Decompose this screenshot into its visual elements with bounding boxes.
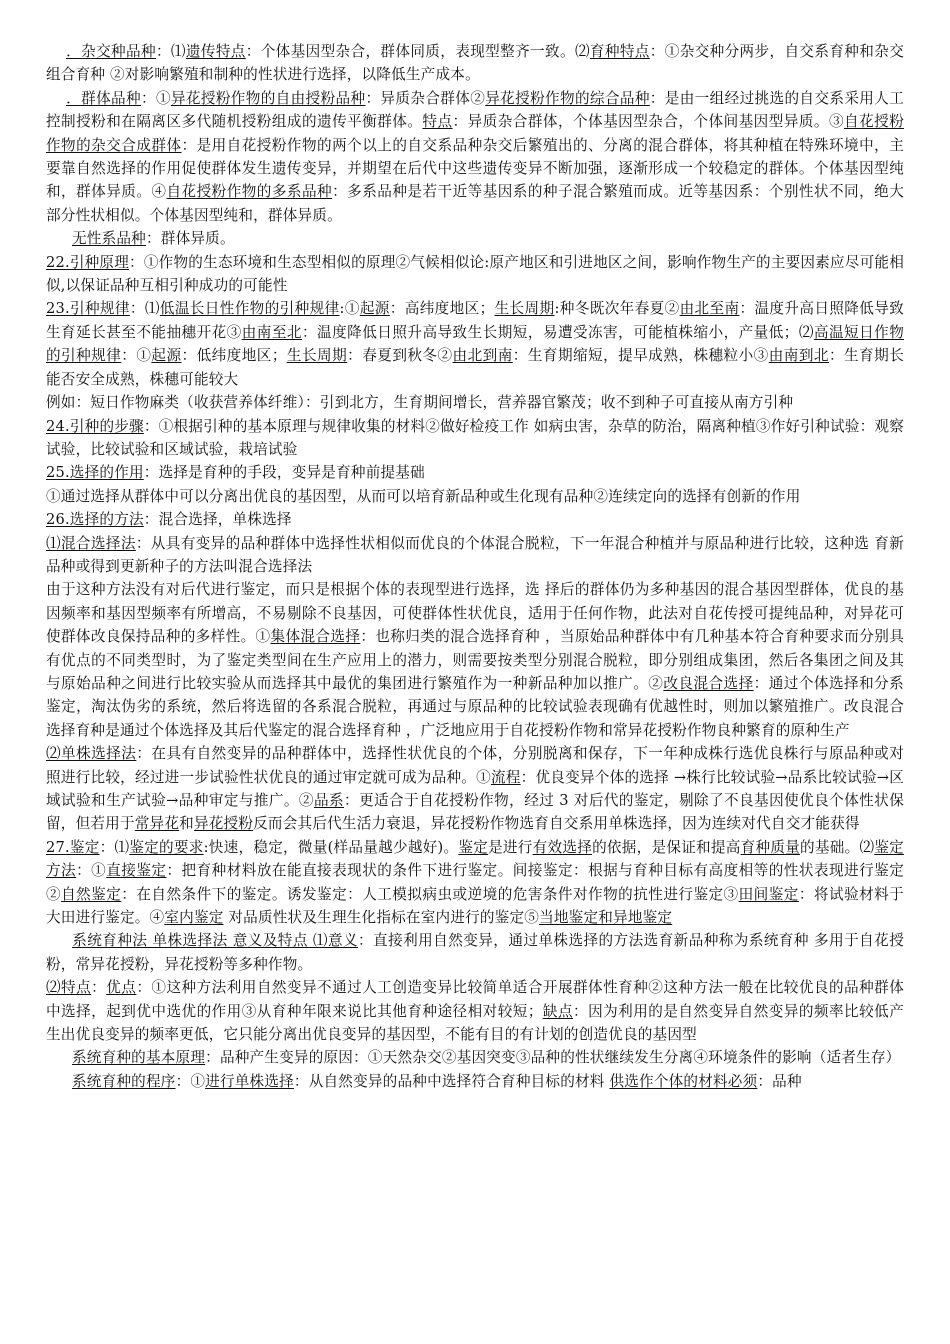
text-run: ：优良变异个体的选择 →株行比较试验→品系比较试验→区域试验和生产试验→品种审定与推广。② — [46, 768, 904, 809]
underlined-term: 鉴定方法 — [46, 838, 904, 880]
underlined-term: 异花授粉 — [193, 815, 254, 833]
text-run: ：生育期长能否安全成熟，株穗可能较大 — [46, 347, 904, 388]
text-run: ：① — [141, 89, 171, 107]
underlined-term: 起源 — [151, 347, 182, 365]
text-run: :快速，稳定，微量(样品量越少越好)。 — [203, 838, 459, 856]
underlined-term: 流程 — [490, 768, 521, 786]
underlined-term: 23.引种规律 — [46, 300, 130, 318]
text-run: :种冬既次年春夏② — [554, 300, 680, 318]
underlined-term: ．群体品种 — [66, 89, 141, 107]
text-run: 反而会其后代生活力衰退，异花授粉作物选育自交系用单株选择，因为连续对代自交才能获得 — [253, 815, 860, 833]
text-run: ：群体异质。 — [145, 230, 235, 248]
paragraph-identification — [46, 836, 904, 930]
text-run: ：品种 — [757, 1072, 802, 1090]
underlined-term: 鉴定的要求 — [129, 838, 204, 856]
text-run: ：高纬度地区； — [389, 300, 495, 318]
text-run: ：① — [121, 347, 152, 365]
underlined-term: 育种特点 — [589, 43, 650, 60]
underlined-term: 优点 — [106, 979, 137, 997]
text-run: ：品种产生变异的原因：①天然杂交②基因突变③品种的性状继续发生分离④环境条件的影响（适者生存） — [205, 1049, 901, 1067]
paragraph-pedigree-breeding-principle — [46, 1046, 904, 1069]
text-run: ①通过选择从群体中可以分离出优良的基因型，从而可以培育新品种或生化现有品种②连续定向的选择有创新的作用 — [46, 487, 801, 505]
text-run: ：从具有变异的品种群体中选择性状相似而优良的个体混合脱粒，下一年混合种植并与原品种进行比较，这种选 育新品种或得到更新种子的方法叫混合选择法 — [46, 534, 905, 575]
underlined-term: 遗传特点 — [185, 43, 246, 60]
underlined-term: 高温短日作物的引种规律 — [46, 323, 904, 365]
underlined-term: 异花授粉作物的综合品种 — [485, 89, 650, 107]
text-run: ：通过个体选择和分系鉴定，淘汰伪劣的系统，然后将选留的各系混合脱粒，再通过与原品种的比较试验表现确有优越性时，则加以繁殖推广。改良混合选择育种是通过个体选择及其后代鉴定的混合选择育种 ，广泛地应用于自花授粉作物和常异花授粉作物良种繁育的原种生产 — [46, 674, 904, 739]
text-run: ：温度升高日照降低导致生育延长甚至不能抽穗开花③ — [46, 300, 905, 341]
paragraph-single-plant-selection — [46, 742, 904, 836]
paragraph-mass-selection-detail — [46, 578, 904, 742]
text-run: ：因为利用的是自然变异自然变异的频率比较低产生出优良变异的频率更低，它只能分离出优良变异的基因型，不能有目的有计划的创造优良的基因型 — [46, 1002, 905, 1044]
text-run: ：①根据引种的基本原理与规律收集的材料②做好检疫工作 如病虫害，杂草的防治，隔离种植③作好引种试验：观察试验，比较试验和区域试验，栽培试验 — [46, 417, 904, 458]
text-run: 对品质性状及生理生化指标在室内进行的鉴定⑤ — [223, 909, 540, 927]
underlined-term: 系统育种的基本原理 — [72, 1049, 206, 1067]
underlined-term: 田间鉴定 — [738, 885, 799, 903]
text-run: ：⑴ — [129, 300, 160, 318]
underlined-term: 无性系品种 — [72, 230, 146, 248]
underlined-term: 自花授粉作物的多系品种 — [166, 183, 333, 201]
underlined-term: 进行单株选择 — [205, 1072, 294, 1090]
underlined-term: 有效选择 — [532, 838, 593, 856]
text-run: 由于这种方法没有对后代进行鉴定，而只是根据个体的表现型进行选择，选 择后的群体仍为多种基因的混合基因型群体，优良的基因频率和基因型频率有所增高，不易剔除不良基因，可使群体性状优良，适用于任何作物，此法对自花传授可提纯品种，对异花可使群体改良保持品种的多样性。① — [46, 581, 904, 646]
text-run: ：①作物的生态环境和生态型相似的原理②气候相似论:原产地区和引进地区之间，影响作物生产的主要因素应尽可能相似,以保证品种互相引种成功的可能性 — [46, 253, 904, 295]
underlined-term: 生长周期 — [494, 300, 555, 318]
underlined-term: 24.引种的步骤 — [46, 417, 144, 435]
underlined-term: 低温长日性作物的引种规律 — [159, 300, 340, 318]
underlined-term: ．杂交种品种 — [66, 43, 156, 60]
text-run: ：异质杂合群体② — [365, 89, 486, 107]
text-run: 是进行 — [488, 838, 533, 856]
underlined-term: 品系 — [313, 792, 344, 809]
paragraph-clonal-variety — [46, 227, 904, 250]
text-run: ：混合选择，单株选择 — [143, 511, 292, 529]
underlined-term: 自花授粉作物的杂交合成群体 — [46, 113, 904, 154]
underlined-term: 常异花 — [134, 815, 180, 833]
document-body — [46, 40, 904, 1093]
text-run: ：选择是育种的手段，变异是育种前提基础 — [143, 464, 425, 482]
paragraph-hybrid-variety — [46, 40, 904, 87]
text-run: ：①杂交种分两步，自交系育种和杂交组合育种 ②对影响繁殖和制种的性状进行选择，以降低生产成本。 — [46, 43, 904, 84]
text-run: 和 — [179, 815, 194, 833]
paragraph-selection-methods — [46, 508, 904, 531]
text-run: ：在自然条件下的鉴定。诱发鉴定：人工模拟病虫或逆境的危害条件对作物的抗性进行鉴定③ — [121, 885, 739, 903]
underlined-term: ⑵特点 — [46, 979, 92, 997]
underlined-term: 由北至南 — [679, 300, 740, 318]
text-run: ：个体基因型杂合，群体同质，表现型整齐一致。⑵ — [245, 43, 590, 60]
underlined-term: 改良混合选择 — [663, 674, 754, 692]
text-run: ：将试验材料于大田进行鉴定。④ — [46, 885, 904, 927]
underlined-term: 由南至北 — [241, 323, 302, 341]
underlined-term: 26.选择的方法 — [46, 511, 144, 529]
text-run: ：把育种材料放在能直接表现状的条件下进行鉴定。间接鉴定：根据与育种目标有高度相等的性状表现进行鉴定② — [46, 862, 904, 903]
underlined-term: 异花授粉作物的自由授粉品种 — [170, 89, 366, 107]
text-run: 的基础。⑵ — [800, 838, 875, 856]
underlined-term: 当地鉴定和异地鉴定 — [539, 909, 673, 927]
paragraph-introduction-steps — [46, 415, 904, 462]
text-run: 例如：短日作物麻类（收获营养体纤维）：引到北方，生育期间增长，营养器官繁茂；收不到种子可直接从南方引种 — [46, 394, 794, 412]
underlined-term: 缺点 — [542, 1002, 574, 1020]
text-run: 的依据，是保证和提高 — [592, 838, 741, 856]
text-run: ：①这种方法利用自然变异不通过人工创造变异比较简单适合开展群体性育种②这种方法一般在比较优良的品种群体中选择，起到优中选优的作用③从育种年限来说比其他育种途径相对较短； — [46, 979, 904, 1020]
text-run: ：也称归类的混合选择育种 ，当原始品种群体中有几种基本符合育种要求而分别具有优点的不同类型时，为了鉴定类型间在生产应用上的潜力，则需要按类型分别混合脱粒，即分别组成集团，然后各集团之间及其与原始品种之间进行比较实验从而选择其中最优的集团进行繁殖作为一种新品种加以推广。② — [46, 628, 904, 692]
underlined-term: ⑵单株选择法 — [46, 745, 137, 763]
text-run: ：① — [76, 862, 107, 880]
text-run: ：直接利用自然变异，通过单株选择的方法选育新品种称为系统育种 多用于自花授粉，常异花授粉，异花授粉等多种作物。 — [46, 932, 904, 973]
underlined-term: 集体混合选择 — [270, 628, 361, 646]
underlined-term: 自然鉴定 — [61, 885, 122, 903]
text-run: ：是用自花授粉作物的两个以上的自交系品种杂交后繁殖出的、分离的混合群体，将其种植在特殊环境中，主要靠自然选择的作用促使群体发生遗传变异，并期望在后代中这些遗传变异不断加强，逐渐形成一个较稳定的群体。个体基因型纯和，群体异质。④ — [46, 136, 904, 201]
text-run: ：多系品种是若干近等基因系的种子混合繁殖而成。近等基因系：个别性状不同，绝大部分性状相似。个体基因型纯和，群体异质。 — [46, 183, 905, 224]
text-run: ：是由一组经过挑选的自交系采用人工控制授粉和在隔离区多代随机授粉组成的遗传平衡群体。 — [46, 89, 905, 131]
underlined-term: 系统育种的程序 — [72, 1072, 176, 1090]
underlined-term: 由南到北 — [768, 347, 829, 365]
text-run: ：⑴ — [155, 43, 186, 60]
text-run: ：更适合于自花授粉作物，经过 3 对后代的鉴定，剔除了不良基因使优良个体性状保留，但若用于 — [46, 792, 904, 833]
underlined-term: 起源 — [359, 300, 390, 318]
paragraph-introduction-principle — [46, 251, 904, 298]
underlined-term: 育种质量 — [740, 838, 801, 856]
text-run: ：生育期缩短，提早成熟，株穗粒小③ — [512, 347, 769, 365]
underlined-term: 系统育种法 单株选择法 意义及特点 ⑴意义 — [72, 932, 359, 950]
underlined-term: 生长周期 — [286, 347, 348, 365]
paragraph-population-variety — [46, 87, 904, 227]
underlined-term: 由北到南 — [452, 347, 513, 365]
paragraph-mass-selection — [46, 532, 904, 579]
underlined-term: 特点 — [422, 113, 453, 131]
text-run: :① — [339, 300, 360, 318]
paragraph-introduction-rules — [46, 297, 904, 391]
text-run: ：异质杂合群体，个体基因型杂合，个体间基因型异质。③ — [452, 113, 845, 131]
paragraph-selection-role — [46, 461, 904, 484]
underlined-term: 22.引种原理 — [46, 253, 130, 271]
underlined-term: ⑴混合选择法 — [46, 534, 136, 552]
underlined-term: 直接鉴定 — [106, 862, 167, 880]
text-run: ：① — [175, 1072, 206, 1090]
paragraph-introduction-example — [46, 391, 904, 414]
paragraph-selection-role-detail — [46, 485, 904, 508]
text-run: ：⑴ — [99, 838, 130, 856]
paragraph-pedigree-breeding-procedure — [46, 1070, 904, 1093]
underlined-term: 供选作个体的材料必须 — [609, 1072, 758, 1090]
text-run: ：温度降低日照升高导致生长期短，易遭受冻害，可能植株缩小，产量低；⑵ — [301, 323, 814, 341]
text-run: ：春夏到秋冬② — [347, 347, 453, 365]
text-run: ：低纬度地区； — [181, 347, 287, 365]
paragraph-pedigree-breeding-meaning — [46, 929, 904, 976]
underlined-term: 25.选择的作用 — [46, 464, 144, 482]
text-run: ：在具有自然变异的品种群体中，选择性状优良的个体，分别脱离和保存，下一年种成株行选优良株行与原品种或对照进行比较，经过进一步试验性状优良的通过审定就可成为品种。① — [46, 745, 904, 786]
paragraph-pedigree-breeding-features — [46, 976, 904, 1046]
underlined-term: 室内鉴定 — [164, 909, 224, 927]
text-run: ：从自然变异的品种中选择符合育种目标的材料 — [293, 1072, 610, 1090]
text-run: ： — [91, 979, 107, 997]
underlined-term: 27.鉴定 — [46, 838, 100, 856]
underlined-term: 鉴定 — [458, 838, 489, 856]
